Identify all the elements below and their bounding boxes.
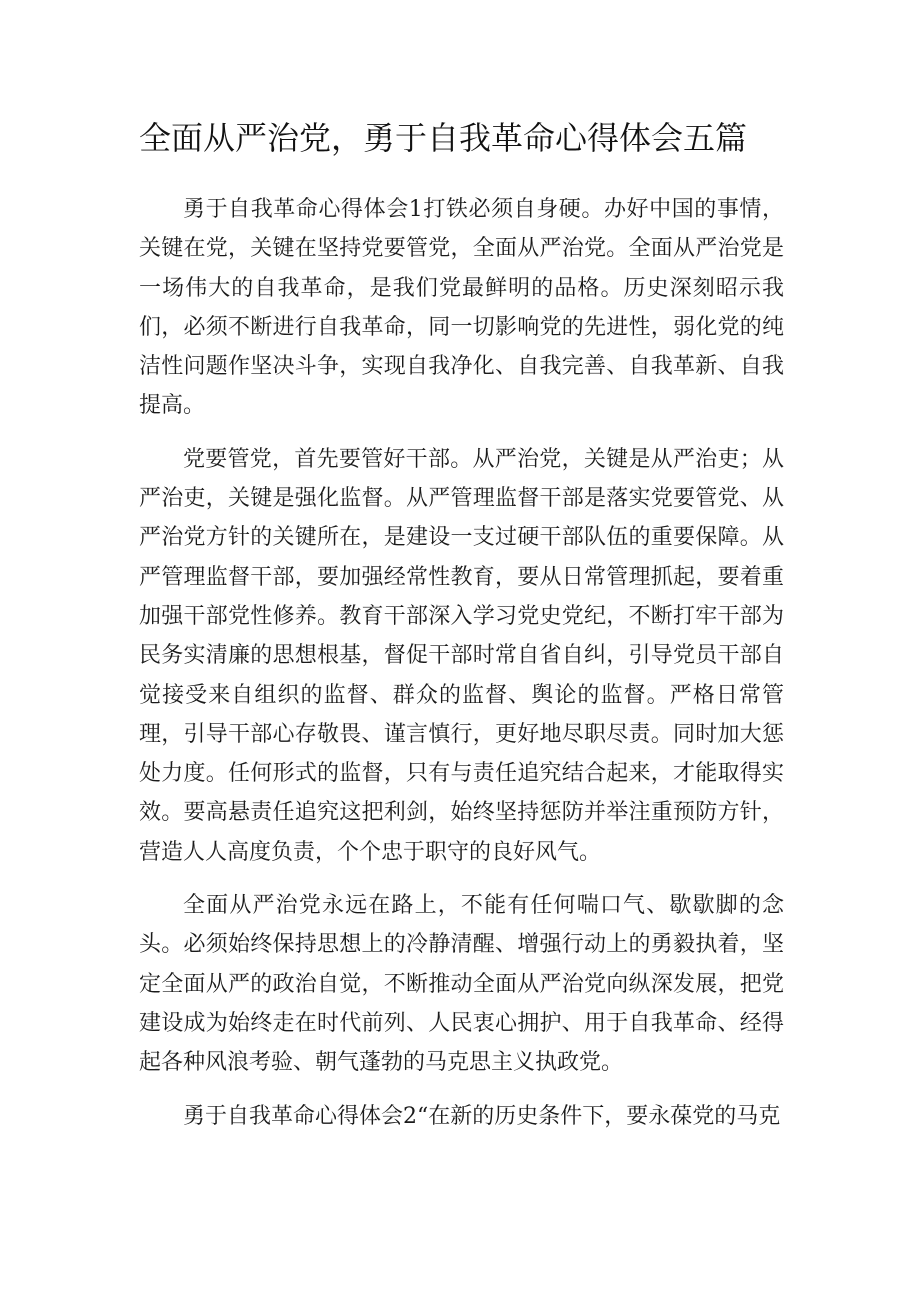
- paragraph-4: 勇于自我革命心得体会2“在新的历史条件下，要永葆党的马克: [183, 1103, 781, 1129]
- paragraph-2: 党要管党，首先要管好干部。从严治党，关键是从严治吏；从严治吏，关键是强化监督。从严管理监督干部是落实党要管党、从严治党方针的关键所在，是建设一支过硬干部队伍的重要保障。从严管理监督干部，要加强经常性教育，要从日常管理抓起，要着重加强干部党性修养。教育干部深入学习党史党纪，不断打牢干部为民务实清廉的思想根基，督促干部时常自省自纠，引导党员干部自觉接受来自组织的监督、群众的监督、舆论的监督。严格日常管理，引导干部心存敬畏、谨言慎行，更好地尽职尽责。同时加大惩处力度。任何形式的监督，只有与责任追究结合起来，才能取得实效。要高悬责任追究这把利剑，始终坚持惩防并举注重预防方针，营造人人高度负责，个个忠于职守的良好风气。: [139, 446, 784, 865]
- document-body: [139, 190, 784, 1150]
- paragraph-3: 全面从严治党永远在路上，不能有任何喘口气、歇歇脚的念头。必须始终保持思想上的冷静清醒、增强行动上的勇毅执着，坚定全面从严的政治自觉，不断推动全面从严治党向纵深发展，把党建设成为始终走在时代前列、人民衷心拥护、用于自我革命、经得起各种风浪考验、朝气蓬勃的马克思主义执政党。: [139, 893, 784, 1076]
- paragraph-1: 勇于自我革命心得体会1打铁必须自身硬。办好中国的事情，关键在党，关键在坚持党要管党，全面从严治党。全面从严治党是一场伟大的自我革命，是我们党最鲜明的品格。历史深刻昭示我们，必须不断进行自我革命，同一切影响党的先进性，弱化党的纯洁性问题作坚决斗争，实现自我净化、自我完善、自我革新、自我提高。: [139, 197, 784, 419]
- document-title: 全面从严治党，勇于自我革命心得体会五篇: [139, 119, 748, 157]
